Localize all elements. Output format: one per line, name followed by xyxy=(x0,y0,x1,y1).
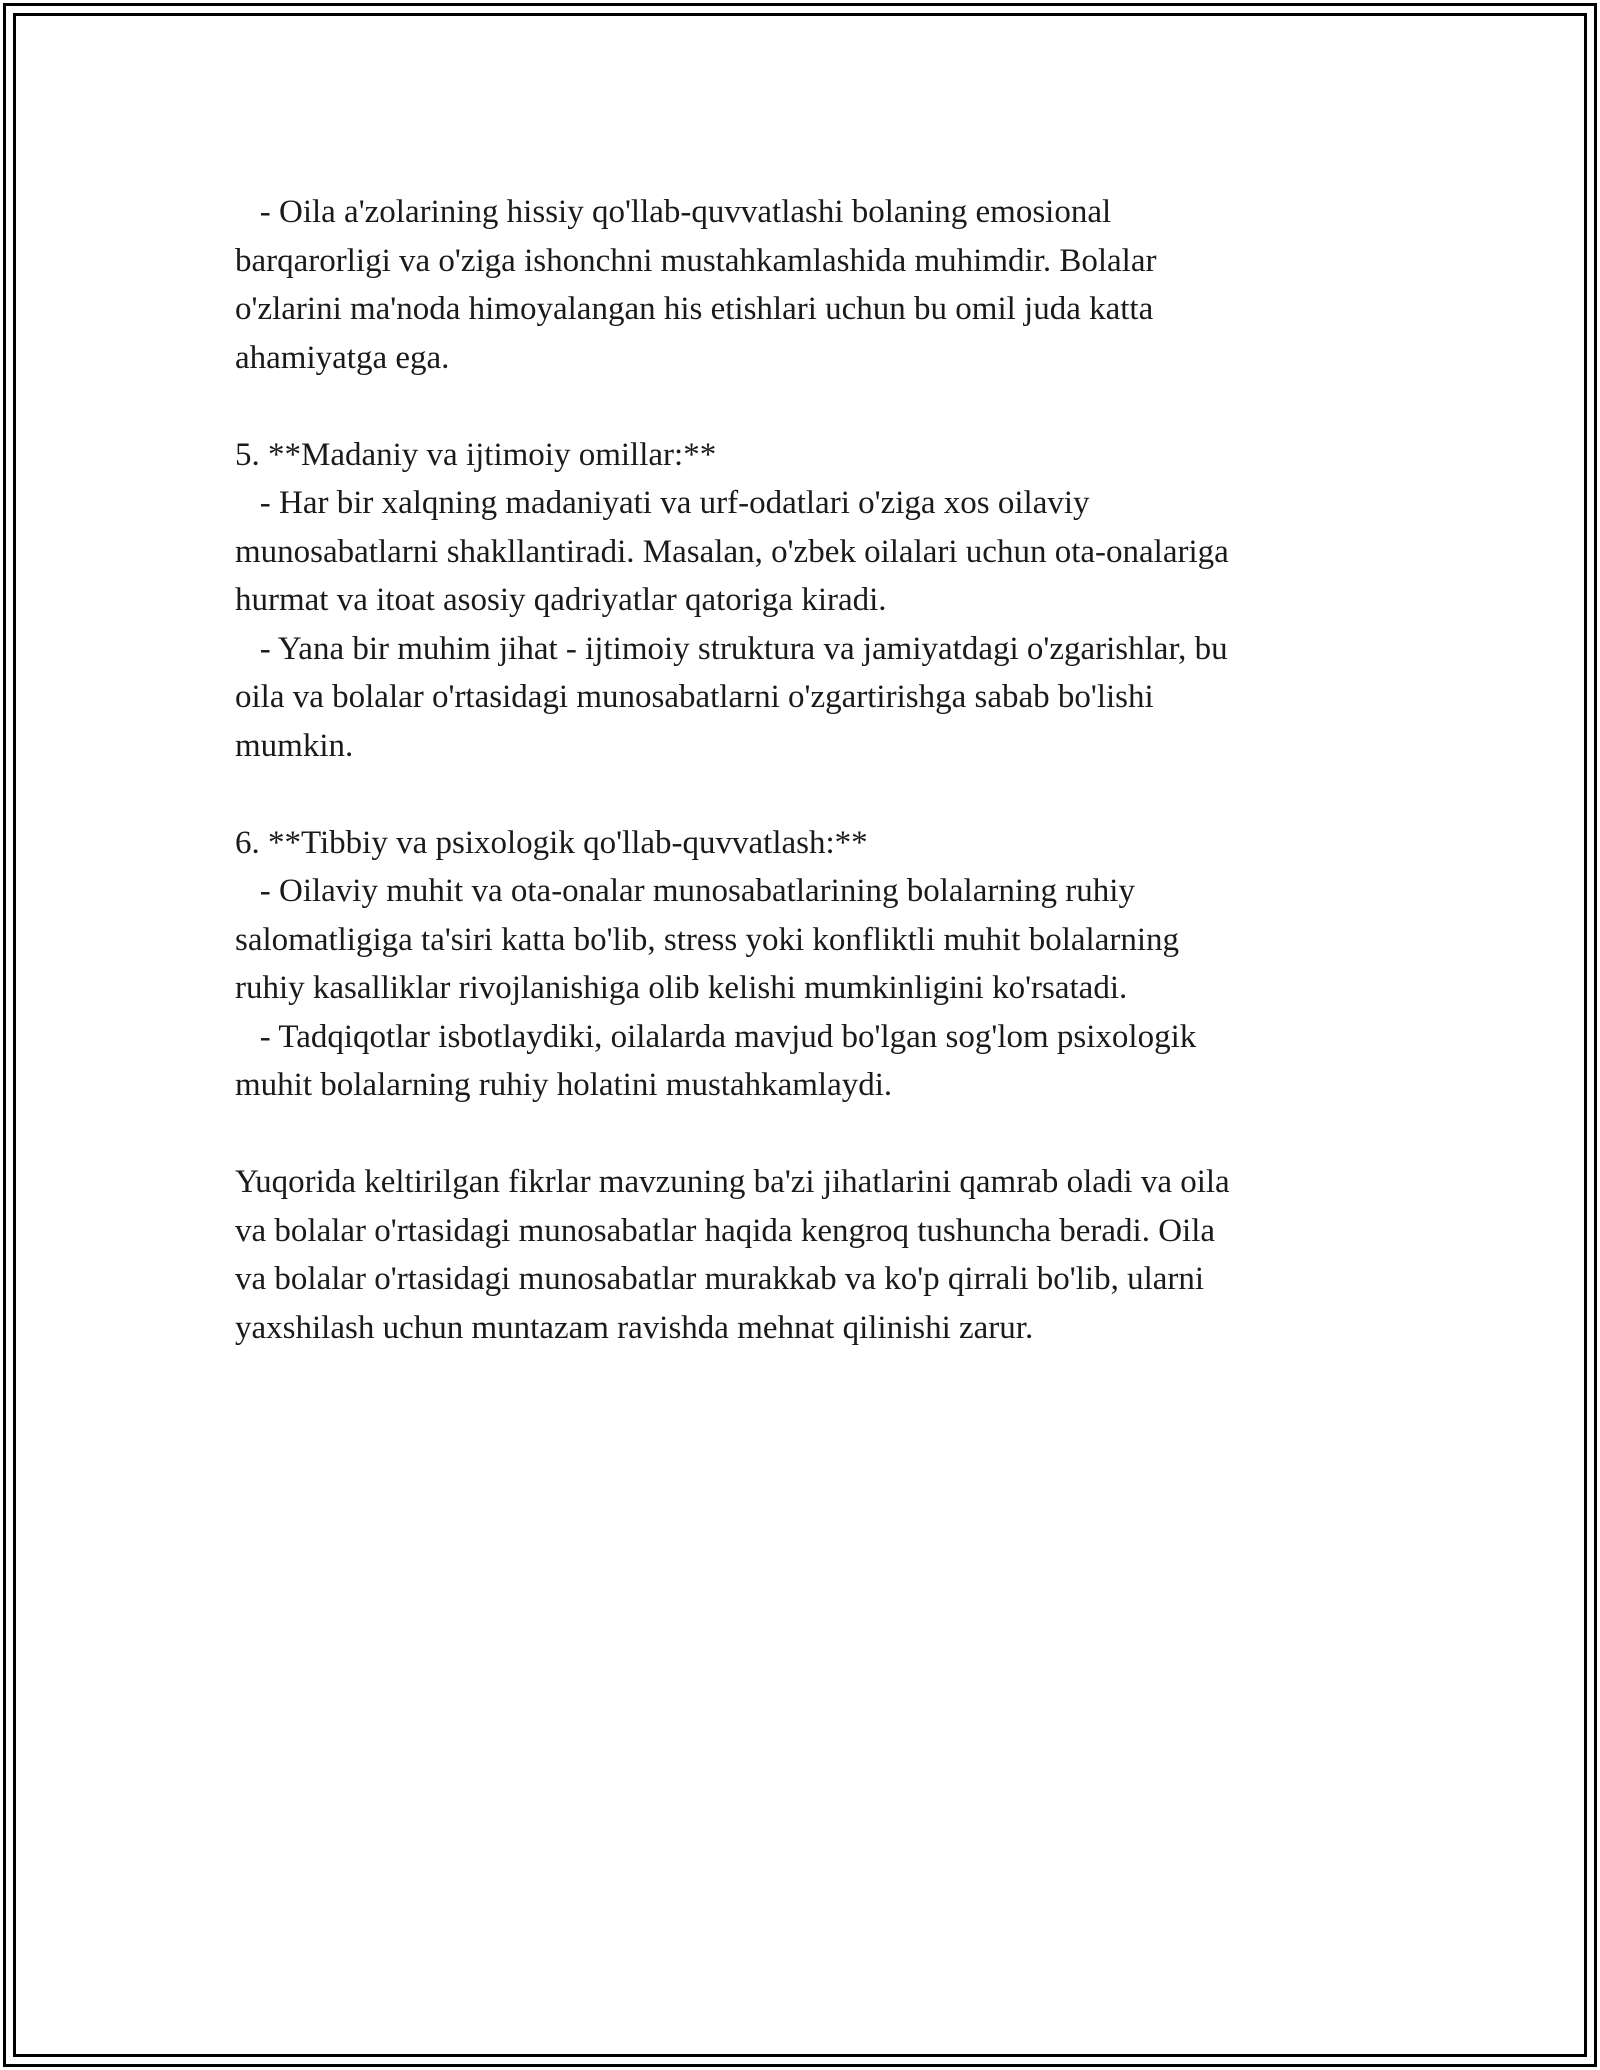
text-line: ruhiy kasalliklar rivojlanishiga olib kelishi mumkinligini ko'rsatadi. xyxy=(235,970,1128,1006)
text-line: mumkin. xyxy=(235,727,354,764)
paragraph-conclusion xyxy=(235,1158,1355,1352)
section-cultural-social-factors xyxy=(235,431,1355,771)
text-line: salomatligiga ta'siri katta bo'lib, stress yoki konfliktli muhit bolalarning xyxy=(235,921,1180,958)
text-line: va bolalar o'rtasidagi munosabatlar murakkab va ko'p qirrali bo'lib, ularni xyxy=(235,1261,1205,1297)
document-body xyxy=(235,188,1355,1401)
text-line: munosabatlarni shakllantiradi. Masalan, o'zbek oilalari uchun ota-onalariga xyxy=(235,533,1229,570)
text-line: hurmat va itoat asosiy qadriyatlar qatoriga kiradi. xyxy=(235,582,887,618)
text-line: o'zlarini ma'noda himoyalangan his etishlari uchun bu omil juda katta xyxy=(235,291,1154,327)
text-line: va bolalar o'rtasidagi munosabatlar haqida kengroq tushuncha beradi. Oila xyxy=(235,1212,1216,1249)
text-line: - Tadqiqotlar isbotlaydiki, oilalarda mavjud bo'lgan sog'lom psixologik xyxy=(235,1018,1197,1055)
text-line: oila va bolalar o'rtasidagi munosabatlarni o'zgartirishga sabab bo'lishi xyxy=(235,679,1154,715)
section-heading: 6. **Tibbiy va psixologik qo'llab-quvvatlash:** xyxy=(235,824,868,861)
text-line: - Har bir xalqning madaniyati va urf-odatlari o'ziga xos oilaviy xyxy=(235,485,1090,521)
text-line: Yuqorida keltirilgan fikrlar mavzuning ba'zi jihatlarini qamrab oladi va oila xyxy=(235,1164,1230,1200)
section-heading: 5. **Madaniy va ijtimoiy omillar:** xyxy=(235,436,717,473)
paragraph-emotional-support xyxy=(235,188,1355,382)
text-line: - Yana bir muhim jihat - ijtimoiy struktura va jamiyatdagi o'zgarishlar, bu xyxy=(235,630,1228,667)
text-line: - Oilaviy muhit va ota-onalar munosabatlarining bolalarning ruhiy xyxy=(235,873,1135,909)
text-line: ahamiyatga ega. xyxy=(235,339,450,376)
text-line: - Oila a'zolarining hissiy qo'llab-quvvatlashi bolaning emosional xyxy=(235,194,1112,230)
text-line: yaxshilash uchun muntazam ravishda mehnat qilinishi zarur. xyxy=(235,1309,1034,1346)
section-medical-psychological-support xyxy=(235,819,1355,1110)
text-line: barqarorligi va o'ziga ishonchni mustahkamlashida muhimdir. Bolalar xyxy=(235,242,1157,279)
text-line: muhit bolalarning ruhiy holatini mustahkamlaydi. xyxy=(235,1067,893,1103)
